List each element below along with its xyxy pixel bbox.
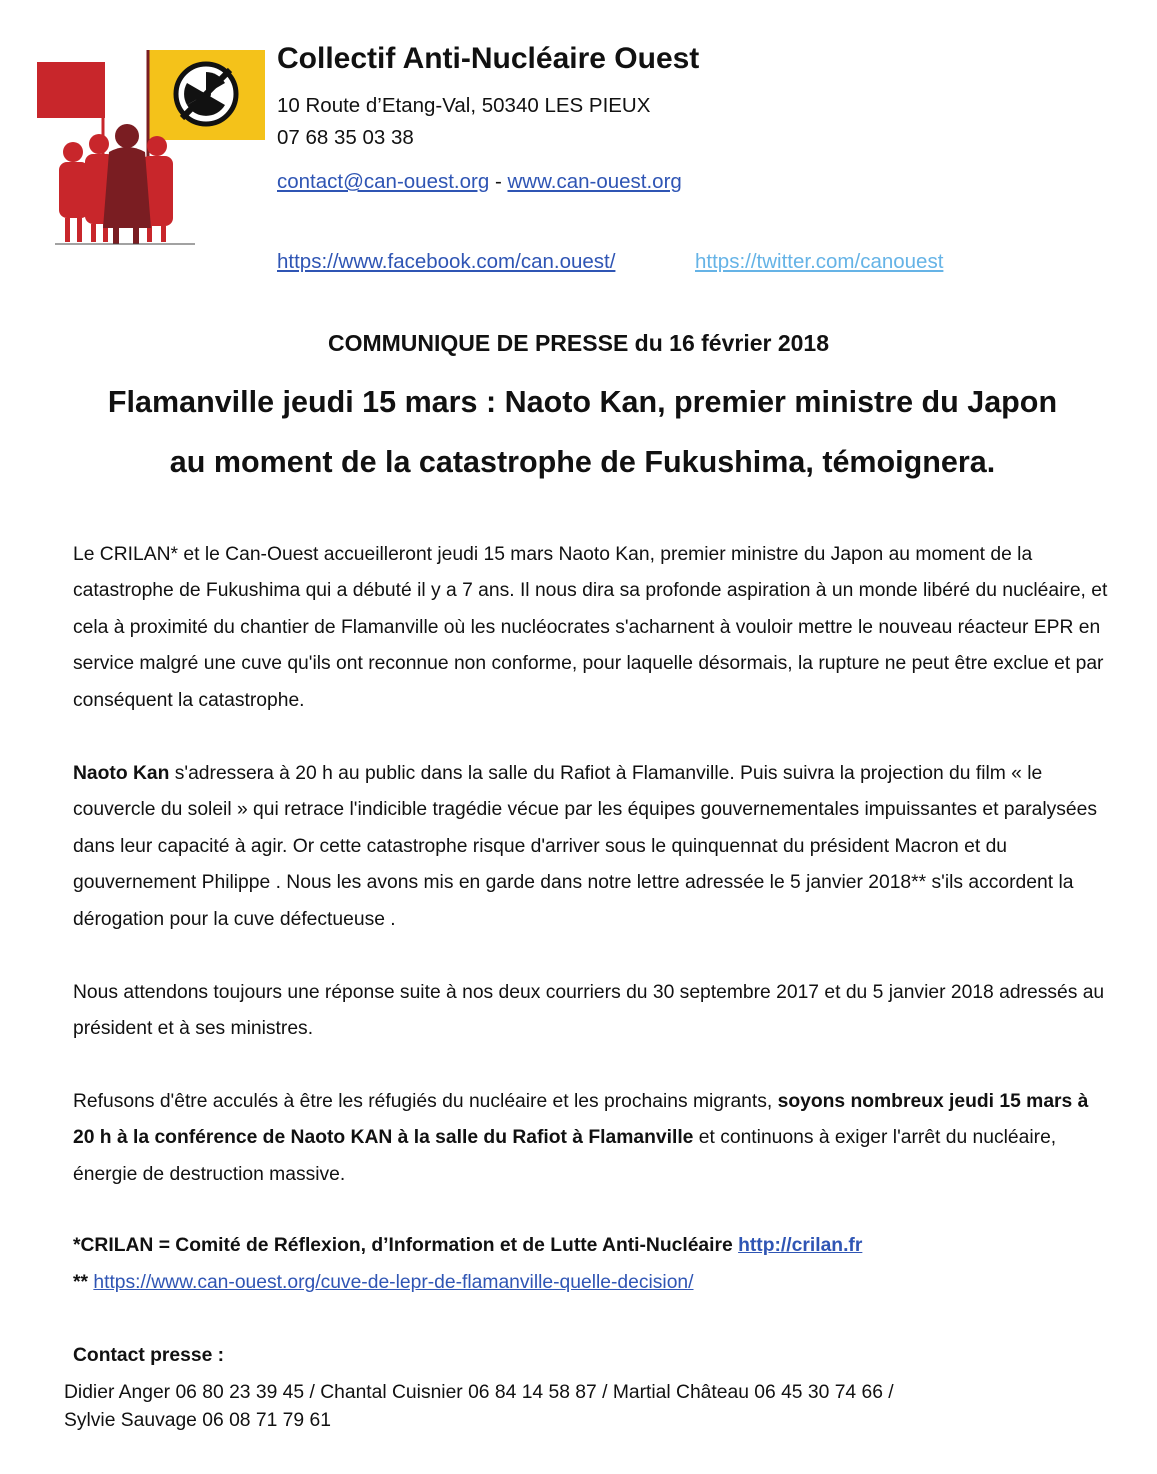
cta-bold-text: soyons nombreux jeudi 15 mars à 20 h à la conférence de Naoto KAN à la salle du Rafiot à Flamanville bbox=[73, 1091, 1089, 1149]
crilan-link[interactable]: http://crilan.fr bbox=[738, 1235, 863, 1256]
cta-end-text: et continuons à exiger l'arrêt du nucléaire, énergie de destruction massive. bbox=[73, 1127, 1057, 1185]
paragraph-intro-text: Le CRILAN* et le Can-Ouest accueilleront jeudi 15 mars Naoto Kan, premier ministre du Japon au moment de la catastrophe de Fukushima qui a débuté il y a 7 ans. Il nous dira sa profonde aspiration à un monde libéré du nucléaire, et cela à proximité du chantier de Flamanville où les nucléocrates s'acharnent à vouloir mettre le nouveau réacteur EPR en service malgré une cuve qu'ils ont reconnue non conforme, pour laquelle désormais, la rupture ne peut être exclue et par conséquent la catastrophe. bbox=[73, 544, 1108, 711]
paragraph-response-text: Nous attendons toujours une réponse suite à nos deux courriers du 30 septembre 2017 et du 5 janvier 2018 adressés au président et à ses ministres. bbox=[73, 982, 1105, 1040]
contact-links bbox=[277, 170, 682, 194]
footnote-crilan-text: *CRILAN = Comité de Réflexion, d’Information et de Lutte Anti-Nucléaire bbox=[73, 1235, 739, 1256]
footnote-crilan bbox=[73, 1228, 862, 1264]
paragraph-naoto-kan-text: s'adressera à 20 h au public dans la salle du Rafiot à Flamanville. Puis suivra la projection du film « le couvercle du soleil » qui retrace l'indicible tragédie vécue par les équipes gouvernementales impuissantes et paralysées dans leur capacité à agir. Or cette catastrophe risque d'arriver sous le quinquennat du président Macron et du gouvernement Philippe . Nous les avons mis en garde dans notre lettre adressée le 5 janvier 2018** s'ils accordent la dérogation pour la cuve défectueuse . bbox=[73, 763, 1098, 930]
paragraph-response bbox=[73, 975, 1113, 1048]
facebook-link[interactable]: https://www.facebook.com/can.ouest/ bbox=[277, 250, 616, 273]
contact-line-2: Sylvie Sauvage 06 08 71 79 61 bbox=[64, 1410, 331, 1431]
contact-list bbox=[64, 1379, 1124, 1435]
naoto-kan-name: Naoto Kan bbox=[73, 763, 170, 784]
can-ouest-logo bbox=[35, 48, 265, 248]
organization-name: Collectif Anti-Nucléaire Ouest bbox=[277, 42, 700, 75]
headline-line-2: au moment de la catastrophe de Fukushima, témoignera. bbox=[169, 445, 996, 479]
footnote-letter bbox=[73, 1265, 694, 1301]
link-separator: - bbox=[489, 170, 508, 193]
twitter-link[interactable]: https://twitter.com/canouest bbox=[695, 250, 944, 273]
footnote-star-marker: ** bbox=[73, 1272, 94, 1293]
paragraph-call-to-action bbox=[73, 1084, 1113, 1193]
headline-line-1: Flamanville jeudi 15 mars : Naoto Kan, premier ministre du Japon bbox=[107, 385, 1058, 419]
paragraph-intro bbox=[73, 537, 1113, 719]
cta-start-text: Refusons d'être acculés à être les réfugiés du nucléaire et les prochains migrants, bbox=[73, 1091, 778, 1112]
contact-label: Contact presse : bbox=[73, 1345, 225, 1366]
anti-nuclear-symbol-icon bbox=[176, 64, 236, 124]
organization-phone: 07 68 35 03 38 bbox=[277, 126, 414, 149]
website-link[interactable]: www.can-ouest.org bbox=[507, 170, 682, 193]
paragraph-naoto-kan bbox=[73, 756, 1113, 938]
email-link[interactable]: contact@can-ouest.org bbox=[277, 170, 490, 193]
cuve-article-link[interactable]: https://www.can-ouest.org/cuve-de-lepr-de-flamanville-quelle-decision/ bbox=[93, 1272, 694, 1293]
social-links bbox=[277, 250, 944, 274]
press-release-heading: COMMUNIQUE DE PRESSE du 16 février 2018 bbox=[327, 330, 830, 356]
headline bbox=[40, 372, 1125, 492]
organization-address: 10 Route d’Etang-Val, 50340 LES PIEUX bbox=[277, 94, 651, 117]
contact-line-1: Didier Anger 06 80 23 39 45 / Chantal Cuisnier 06 84 14 58 87 / Martial Château 06 45 30 74 66 / bbox=[64, 1382, 894, 1403]
